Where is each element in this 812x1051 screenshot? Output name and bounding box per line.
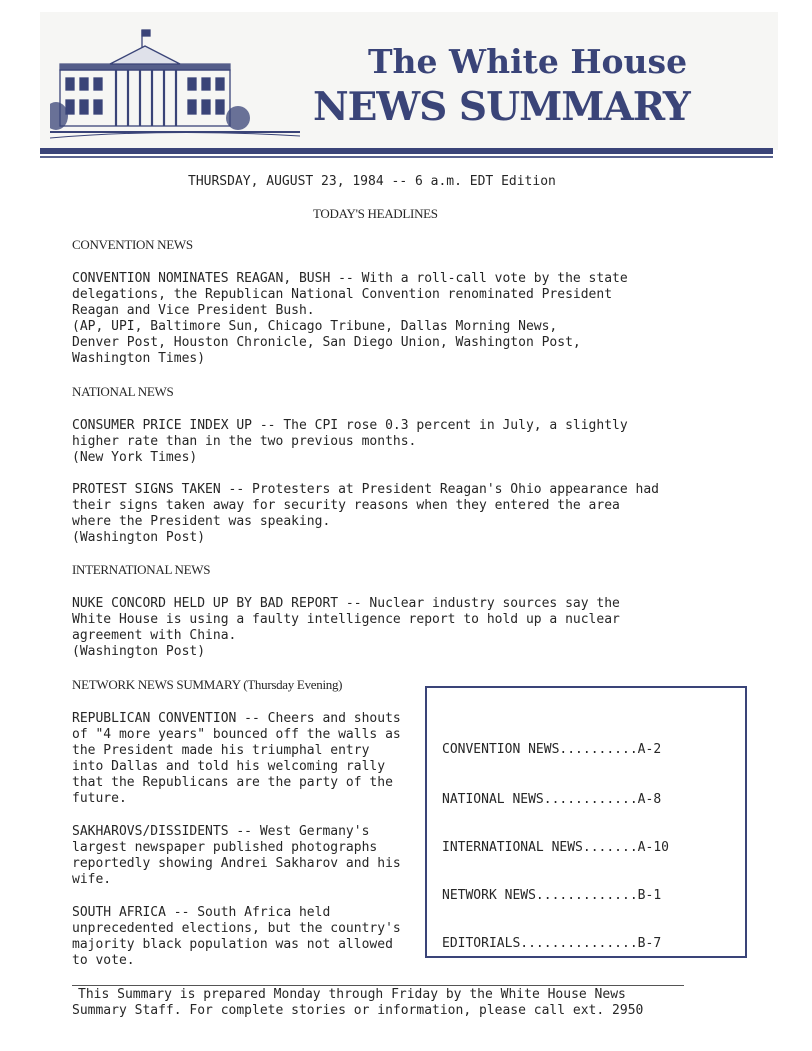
story-line: PROTEST SIGNS TAKEN -- Protesters at President Reagan's Ohio appearance had [72, 482, 659, 497]
footer-line: Summary Staff. For complete stories or information, please call ext. 2950 [72, 1003, 644, 1018]
story-line: that the Republicans are the party of the [72, 775, 393, 790]
section-heading-international: INTERNATIONAL NEWS [72, 562, 211, 577]
story-line: into Dallas and told his welcoming rally [72, 759, 386, 774]
story-line: SOUTH AFRICA -- South Africa held [72, 905, 331, 920]
story-sources: (Washington Post) [72, 644, 206, 659]
masthead-title: The White House [368, 42, 688, 81]
story-sources: Washington Times) [72, 351, 206, 366]
story-line: White House is using a faulty intelligence report to hold up a nuclear [72, 612, 620, 627]
story-line: wife. [72, 872, 112, 887]
story-line: where the President was speaking. [72, 514, 331, 529]
story-line: Reagan and Vice President Bush. [72, 303, 315, 318]
story-line: future. [72, 791, 127, 806]
story-line: CONVENTION NOMINATES REAGAN, BUSH -- With a roll-call vote by the state [72, 271, 628, 286]
index-item-international: INTERNATIONAL NEWS.......A-10 [442, 840, 669, 855]
index-item-convention: CONVENTION NEWS..........A-2 [442, 742, 662, 757]
index-item-editorials: EDITORIALS...............B-7 [442, 936, 662, 951]
story-line: of "4 more years" bounced off the walls as [72, 727, 401, 742]
section-heading-national: NATIONAL NEWS [72, 384, 174, 399]
headlines-title: TODAY'S HEADLINES [313, 206, 438, 221]
story-line: the President made his triumphal entry [72, 743, 370, 758]
story-line: majority black population was not allowed [72, 937, 393, 952]
section-heading-convention: CONVENTION NEWS [72, 237, 193, 252]
index-item-network: NETWORK NEWS.............B-1 [442, 888, 662, 903]
story-line: NUKE CONCORD HELD UP BY BAD REPORT -- Nuclear industry sources say the [72, 596, 620, 611]
story-sources: (New York Times) [72, 450, 198, 465]
story-sources: (AP, UPI, Baltimore Sun, Chicago Tribune, Dallas Morning News, [72, 319, 558, 334]
story-line: largest newspaper published photographs [72, 840, 378, 855]
story-line: to vote. [72, 953, 135, 968]
story-line: unprecedented elections, but the country's [72, 921, 401, 936]
story-line: higher rate than in the two previous months. [72, 434, 417, 449]
story-line: reportedly showing Andrei Sakharov and his [72, 856, 401, 871]
story-line: SAKHAROVS/DISSIDENTS -- West Germany's [72, 824, 370, 839]
footer-rule [72, 985, 684, 986]
section-index-box [425, 686, 747, 958]
story-sources: Denver Post, Houston Chronicle, San Diego Union, Washington Post, [72, 335, 581, 350]
story-line: delegations, the Republican National Convention renominated President [72, 287, 613, 302]
edition-line: THURSDAY, AUGUST 23, 1984 -- 6 a.m. EDT Edition [188, 174, 556, 189]
index-item-national: NATIONAL NEWS............A-8 [442, 792, 662, 807]
story-line: agreement with China. [72, 628, 237, 643]
white-house-illustration [50, 28, 300, 146]
masthead-subtitle: NEWS SUMMARY [313, 84, 690, 130]
story-line: their signs taken away for security reasons when they entered the area [72, 498, 620, 513]
masthead-rule [40, 148, 773, 154]
section-heading-network: NETWORK NEWS SUMMARY (Thursday Evening) [72, 677, 343, 692]
masthead-rule-thin [40, 156, 773, 158]
footer-line: This Summary is prepared Monday through Friday by the White House News [78, 987, 626, 1002]
story-line: CONSUMER PRICE INDEX UP -- The CPI rose 0.3 percent in July, a slightly [72, 418, 628, 433]
story-line: REPUBLICAN CONVENTION -- Cheers and shouts [72, 711, 401, 726]
story-sources: (Washington Post) [72, 530, 206, 545]
